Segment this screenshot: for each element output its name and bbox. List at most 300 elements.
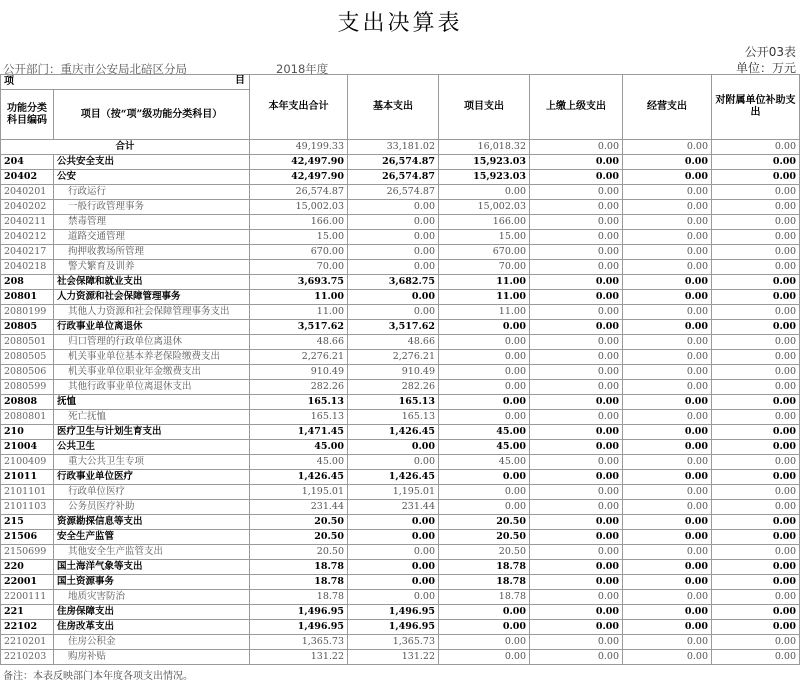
row-value: 0.00 xyxy=(530,245,623,260)
row-name: 行政运行 xyxy=(54,185,250,200)
row-value: 0.00 xyxy=(348,530,439,545)
row-value: 3,517.62 xyxy=(348,320,439,335)
row-value: 0.00 xyxy=(348,230,439,245)
row-value: 0.00 xyxy=(530,215,623,230)
row-value: 0.00 xyxy=(530,335,623,350)
row-value: 20.50 xyxy=(250,530,348,545)
header-col-operating: 经营支出 xyxy=(623,75,712,140)
row-value: 0.00 xyxy=(348,215,439,230)
row-value: 2,276.21 xyxy=(348,350,439,365)
row-code: 21004 xyxy=(1,440,54,455)
row-value: 1,365.73 xyxy=(250,635,348,650)
row-value: 0.00 xyxy=(623,200,712,215)
total-value: 0.00 xyxy=(712,140,800,155)
row-value: 0.00 xyxy=(712,245,800,260)
row-code: 21506 xyxy=(1,530,54,545)
row-value: 18.78 xyxy=(250,590,348,605)
total-value: 0.00 xyxy=(623,140,712,155)
header-col-subsidy: 对附属单位补助支出 xyxy=(712,75,800,140)
header-col-project: 项目支出 xyxy=(439,75,530,140)
row-value: 0.00 xyxy=(712,545,800,560)
row-value: 0.00 xyxy=(623,410,712,425)
row-value: 0.00 xyxy=(530,440,623,455)
table-row xyxy=(1,380,800,395)
row-value: 231.44 xyxy=(348,500,439,515)
row-value: 20.50 xyxy=(439,515,530,530)
row-value: 20.50 xyxy=(250,545,348,560)
row-value: 0.00 xyxy=(530,425,623,440)
row-value: 1,426.45 xyxy=(348,425,439,440)
row-value: 0.00 xyxy=(623,470,712,485)
row-value: 48.66 xyxy=(250,335,348,350)
row-value: 48.66 xyxy=(348,335,439,350)
row-value: 0.00 xyxy=(623,275,712,290)
row-value: 0.00 xyxy=(530,395,623,410)
row-name: 机关事业单位职业年金缴费支出 xyxy=(54,365,250,380)
row-value: 131.22 xyxy=(250,650,348,665)
fiscal-year: 2018年度 xyxy=(276,62,329,76)
row-value: 15,002.03 xyxy=(439,200,530,215)
row-value: 0.00 xyxy=(623,155,712,170)
table-row xyxy=(1,425,800,440)
row-value: 0.00 xyxy=(530,305,623,320)
row-value: 18.78 xyxy=(439,560,530,575)
header-col-total: 本年支出合计 xyxy=(250,75,348,140)
row-value: 11.00 xyxy=(250,305,348,320)
row-value: 15,923.03 xyxy=(439,155,530,170)
row-value: 3,682.75 xyxy=(348,275,439,290)
row-code: 2080801 xyxy=(1,410,54,425)
row-name: 住房改革支出 xyxy=(54,620,250,635)
row-value: 0.00 xyxy=(439,500,530,515)
row-value: 0.00 xyxy=(530,260,623,275)
table-row xyxy=(1,560,800,575)
row-value: 0.00 xyxy=(348,290,439,305)
row-value: 26,574.87 xyxy=(348,185,439,200)
row-name: 安全生产监管 xyxy=(54,530,250,545)
row-value: 15.00 xyxy=(250,230,348,245)
row-value: 0.00 xyxy=(712,215,800,230)
header-item-right: 目 xyxy=(235,75,245,86)
row-value: 0.00 xyxy=(530,365,623,380)
table-row xyxy=(1,260,800,275)
row-value: 0.00 xyxy=(439,395,530,410)
table-row xyxy=(1,515,800,530)
row-value: 2,276.21 xyxy=(250,350,348,365)
row-value: 165.13 xyxy=(250,395,348,410)
row-value: 0.00 xyxy=(348,245,439,260)
row-value: 0.00 xyxy=(439,620,530,635)
row-code: 2080501 xyxy=(1,335,54,350)
row-value: 0.00 xyxy=(712,485,800,500)
row-value: 0.00 xyxy=(439,470,530,485)
table-row xyxy=(1,215,800,230)
row-value: 26,574.87 xyxy=(348,155,439,170)
row-value: 910.49 xyxy=(250,365,348,380)
table-row xyxy=(1,350,800,365)
row-value: 0.00 xyxy=(712,605,800,620)
row-value: 0.00 xyxy=(623,245,712,260)
row-value: 0.00 xyxy=(623,365,712,380)
header-name-col: 项目（按“项”级功能分类科目） xyxy=(54,90,250,140)
row-value: 11.00 xyxy=(439,275,530,290)
row-value: 0.00 xyxy=(623,170,712,185)
row-value: 0.00 xyxy=(439,185,530,200)
row-name: 公安 xyxy=(54,170,250,185)
table-row xyxy=(1,440,800,455)
row-code: 2080599 xyxy=(1,380,54,395)
table-row xyxy=(1,470,800,485)
row-value: 0.00 xyxy=(530,635,623,650)
row-value: 0.00 xyxy=(712,170,800,185)
row-value: 0.00 xyxy=(439,605,530,620)
row-value: 0.00 xyxy=(712,440,800,455)
row-code: 204 xyxy=(1,155,54,170)
row-value: 0.00 xyxy=(530,275,623,290)
row-value: 15.00 xyxy=(439,230,530,245)
row-value: 0.00 xyxy=(530,350,623,365)
row-value: 0.00 xyxy=(712,590,800,605)
row-name: 禁毒管理 xyxy=(54,215,250,230)
total-label: 合计 xyxy=(1,140,250,155)
row-value: 0.00 xyxy=(712,575,800,590)
row-value: 0.00 xyxy=(530,380,623,395)
row-value: 20.50 xyxy=(439,545,530,560)
row-name: 道路交通管理 xyxy=(54,230,250,245)
row-value: 0.00 xyxy=(623,290,712,305)
row-value: 0.00 xyxy=(348,440,439,455)
row-name: 其他行政事业单位离退休支出 xyxy=(54,380,250,395)
row-name: 重大公共卫生专项 xyxy=(54,455,250,470)
row-name: 公共卫生 xyxy=(54,440,250,455)
header-col-upper: 上缴上级支出 xyxy=(530,75,623,140)
row-name: 国土资源事务 xyxy=(54,575,250,590)
row-value: 0.00 xyxy=(623,215,712,230)
row-value: 0.00 xyxy=(623,605,712,620)
row-code: 20402 xyxy=(1,170,54,185)
table-row xyxy=(1,230,800,245)
row-value: 15,923.03 xyxy=(439,170,530,185)
row-value: 18.78 xyxy=(250,575,348,590)
row-name: 人力资源和社会保障管理事务 xyxy=(54,290,250,305)
row-code: 208 xyxy=(1,275,54,290)
row-name: 归口管理的行政单位离退休 xyxy=(54,335,250,350)
total-value: 33,181.02 xyxy=(348,140,439,155)
table-row xyxy=(1,605,800,620)
row-value: 0.00 xyxy=(712,650,800,665)
row-value: 0.00 xyxy=(712,200,800,215)
row-value: 1,426.45 xyxy=(348,470,439,485)
table-row xyxy=(1,590,800,605)
row-value: 0.00 xyxy=(348,560,439,575)
table-row xyxy=(1,455,800,470)
row-value: 0.00 xyxy=(530,605,623,620)
header-col-basic: 基本支出 xyxy=(348,75,439,140)
row-value: 11.00 xyxy=(439,305,530,320)
row-value: 0.00 xyxy=(712,155,800,170)
table-row xyxy=(1,500,800,515)
row-value: 0.00 xyxy=(623,425,712,440)
row-value: 18.78 xyxy=(250,560,348,575)
row-code: 21011 xyxy=(1,470,54,485)
row-value: 165.13 xyxy=(250,410,348,425)
row-code: 2080506 xyxy=(1,365,54,380)
row-value: 0.00 xyxy=(712,380,800,395)
row-value: 0.00 xyxy=(623,560,712,575)
row-value: 3,517.62 xyxy=(250,320,348,335)
table-row xyxy=(1,155,800,170)
row-value: 910.49 xyxy=(348,365,439,380)
row-value: 0.00 xyxy=(712,320,800,335)
table-row xyxy=(1,275,800,290)
row-value: 0.00 xyxy=(348,455,439,470)
row-value: 0.00 xyxy=(530,575,623,590)
row-value: 0.00 xyxy=(712,305,800,320)
row-value: 0.00 xyxy=(623,590,712,605)
row-value: 0.00 xyxy=(623,545,712,560)
row-value: 0.00 xyxy=(712,425,800,440)
row-value: 282.26 xyxy=(250,380,348,395)
row-value: 1,195.01 xyxy=(348,485,439,500)
row-value: 0.00 xyxy=(623,335,712,350)
table-row xyxy=(1,185,800,200)
row-value: 0.00 xyxy=(348,305,439,320)
row-value: 1,496.95 xyxy=(348,620,439,635)
row-value: 1,471.45 xyxy=(250,425,348,440)
row-name: 其他安全生产监管支出 xyxy=(54,545,250,560)
table-row xyxy=(1,545,800,560)
row-value: 165.13 xyxy=(348,410,439,425)
table-row xyxy=(1,335,800,350)
row-value: 0.00 xyxy=(623,620,712,635)
row-name: 国土海洋气象等支出 xyxy=(54,560,250,575)
row-value: 1,496.95 xyxy=(250,620,348,635)
row-value: 0.00 xyxy=(348,590,439,605)
row-code: 2040218 xyxy=(1,260,54,275)
row-value: 0.00 xyxy=(530,620,623,635)
row-value: 0.00 xyxy=(623,515,712,530)
row-value: 0.00 xyxy=(712,335,800,350)
table-row xyxy=(1,395,800,410)
row-value: 0.00 xyxy=(530,650,623,665)
row-name: 死亡抚恤 xyxy=(54,410,250,425)
row-code: 220 xyxy=(1,560,54,575)
row-value: 45.00 xyxy=(250,455,348,470)
row-value: 11.00 xyxy=(250,290,348,305)
row-value: 11.00 xyxy=(439,290,530,305)
row-value: 165.13 xyxy=(348,395,439,410)
row-value: 166.00 xyxy=(250,215,348,230)
row-value: 0.00 xyxy=(439,365,530,380)
row-value: 0.00 xyxy=(712,185,800,200)
row-value: 18.78 xyxy=(439,590,530,605)
row-value: 0.00 xyxy=(348,575,439,590)
row-value: 0.00 xyxy=(623,530,712,545)
row-value: 0.00 xyxy=(623,395,712,410)
row-value: 0.00 xyxy=(623,485,712,500)
row-name: 其他人力资源和社会保障管理事务支出 xyxy=(54,305,250,320)
row-code: 20805 xyxy=(1,320,54,335)
row-value: 0.00 xyxy=(530,470,623,485)
footnote: 备注：本表反映部门本年度各项支出情况。 xyxy=(3,671,193,682)
form-code: 公开03表 xyxy=(744,45,796,59)
row-value: 0.00 xyxy=(439,350,530,365)
row-code: 2200111 xyxy=(1,590,54,605)
row-name: 机关事业单位基本养老保险缴费支出 xyxy=(54,350,250,365)
row-value: 0.00 xyxy=(530,530,623,545)
table-row xyxy=(1,200,800,215)
row-value: 670.00 xyxy=(439,245,530,260)
row-value: 0.00 xyxy=(712,455,800,470)
row-value: 0.00 xyxy=(530,155,623,170)
row-value: 0.00 xyxy=(712,395,800,410)
row-value: 0.00 xyxy=(530,230,623,245)
row-value: 0.00 xyxy=(439,635,530,650)
row-value: 0.00 xyxy=(712,635,800,650)
row-name: 一般行政管理事务 xyxy=(54,200,250,215)
row-value: 0.00 xyxy=(530,200,623,215)
row-value: 45.00 xyxy=(250,440,348,455)
row-value: 0.00 xyxy=(712,560,800,575)
table-row xyxy=(1,650,800,665)
row-name: 购房补贴 xyxy=(54,650,250,665)
row-value: 0.00 xyxy=(623,500,712,515)
table-row xyxy=(1,635,800,650)
row-value: 0.00 xyxy=(712,275,800,290)
row-value: 0.00 xyxy=(712,365,800,380)
row-value: 42,497.90 xyxy=(250,155,348,170)
row-value: 0.00 xyxy=(712,515,800,530)
row-value: 0.00 xyxy=(530,515,623,530)
row-value: 0.00 xyxy=(623,230,712,245)
row-value: 0.00 xyxy=(439,410,530,425)
row-value: 0.00 xyxy=(530,560,623,575)
row-value: 0.00 xyxy=(623,185,712,200)
row-code: 2040211 xyxy=(1,215,54,230)
total-value: 0.00 xyxy=(530,140,623,155)
row-code: 2040201 xyxy=(1,185,54,200)
total-value: 49,199.33 xyxy=(250,140,348,155)
row-name: 公务员医疗补助 xyxy=(54,500,250,515)
row-value: 166.00 xyxy=(439,215,530,230)
row-value: 0.00 xyxy=(623,635,712,650)
report-title: 支出决算表 xyxy=(337,11,463,36)
total-row xyxy=(1,140,800,155)
row-value: 0.00 xyxy=(623,440,712,455)
row-code: 2040217 xyxy=(1,245,54,260)
row-value: 0.00 xyxy=(712,410,800,425)
row-code: 22102 xyxy=(1,620,54,635)
row-value: 0.00 xyxy=(623,575,712,590)
row-code: 2210201 xyxy=(1,635,54,650)
header-row-top xyxy=(1,75,800,90)
row-name: 住房公积金 xyxy=(54,635,250,650)
table-body xyxy=(1,140,800,665)
row-code: 22001 xyxy=(1,575,54,590)
row-value: 0.00 xyxy=(623,455,712,470)
row-value: 1,365.73 xyxy=(348,635,439,650)
row-value: 0.00 xyxy=(530,290,623,305)
table-row xyxy=(1,245,800,260)
header-code-col: 功能分类科目编码 xyxy=(1,90,54,140)
department-label: 公开部门：重庆市公安局北碚区分局 xyxy=(3,62,187,76)
table-row xyxy=(1,485,800,500)
row-name: 医疗卫生与计划生育支出 xyxy=(54,425,250,440)
row-value: 0.00 xyxy=(348,545,439,560)
row-name: 抚恤 xyxy=(54,395,250,410)
row-name: 行政单位医疗 xyxy=(54,485,250,500)
row-code: 2101101 xyxy=(1,485,54,500)
row-value: 0.00 xyxy=(712,500,800,515)
table-row xyxy=(1,575,800,590)
row-name: 住房保障支出 xyxy=(54,605,250,620)
row-value: 0.00 xyxy=(712,620,800,635)
row-value: 1,426.45 xyxy=(250,470,348,485)
row-name: 资源勘探信息等支出 xyxy=(54,515,250,530)
table-row xyxy=(1,320,800,335)
unit-label: 单位：万元 xyxy=(735,61,796,75)
row-value: 0.00 xyxy=(530,410,623,425)
row-value: 0.00 xyxy=(623,320,712,335)
table-row xyxy=(1,365,800,380)
row-value: 70.00 xyxy=(439,260,530,275)
row-value: 45.00 xyxy=(439,440,530,455)
row-value: 0.00 xyxy=(712,260,800,275)
row-value: 45.00 xyxy=(439,425,530,440)
row-code: 2080505 xyxy=(1,350,54,365)
row-code: 2100409 xyxy=(1,455,54,470)
row-name: 地质灾害防治 xyxy=(54,590,250,605)
row-value: 0.00 xyxy=(530,485,623,500)
row-value: 0.00 xyxy=(623,305,712,320)
row-value: 42,497.90 xyxy=(250,170,348,185)
header-item-left: 项 xyxy=(4,76,14,87)
row-code: 2040202 xyxy=(1,200,54,215)
total-value: 16,018.32 xyxy=(439,140,530,155)
row-value: 0.00 xyxy=(712,350,800,365)
row-value: 0.00 xyxy=(623,380,712,395)
row-value: 0.00 xyxy=(439,380,530,395)
row-name: 社会保障和就业支出 xyxy=(54,275,250,290)
row-value: 45.00 xyxy=(439,455,530,470)
row-value: 0.00 xyxy=(439,335,530,350)
row-value: 0.00 xyxy=(348,260,439,275)
row-name: 警犬繁育及训养 xyxy=(54,260,250,275)
row-name: 行政事业单位离退休 xyxy=(54,320,250,335)
row-code: 221 xyxy=(1,605,54,620)
expenditure-table xyxy=(0,74,800,665)
row-value: 0.00 xyxy=(623,260,712,275)
row-value: 0.00 xyxy=(623,350,712,365)
row-value: 0.00 xyxy=(623,650,712,665)
row-value: 0.00 xyxy=(439,650,530,665)
row-value: 0.00 xyxy=(712,530,800,545)
row-value: 0.00 xyxy=(530,170,623,185)
row-code: 2040212 xyxy=(1,230,54,245)
row-code: 210 xyxy=(1,425,54,440)
row-value: 0.00 xyxy=(712,290,800,305)
row-name: 行政事业单位医疗 xyxy=(54,470,250,485)
row-code: 215 xyxy=(1,515,54,530)
row-value: 1,496.95 xyxy=(250,605,348,620)
row-code: 2150699 xyxy=(1,545,54,560)
table-row xyxy=(1,410,800,425)
row-value: 20.50 xyxy=(439,530,530,545)
table-row xyxy=(1,620,800,635)
row-value: 1,496.95 xyxy=(348,605,439,620)
table-row xyxy=(1,170,800,185)
row-value: 670.00 xyxy=(250,245,348,260)
